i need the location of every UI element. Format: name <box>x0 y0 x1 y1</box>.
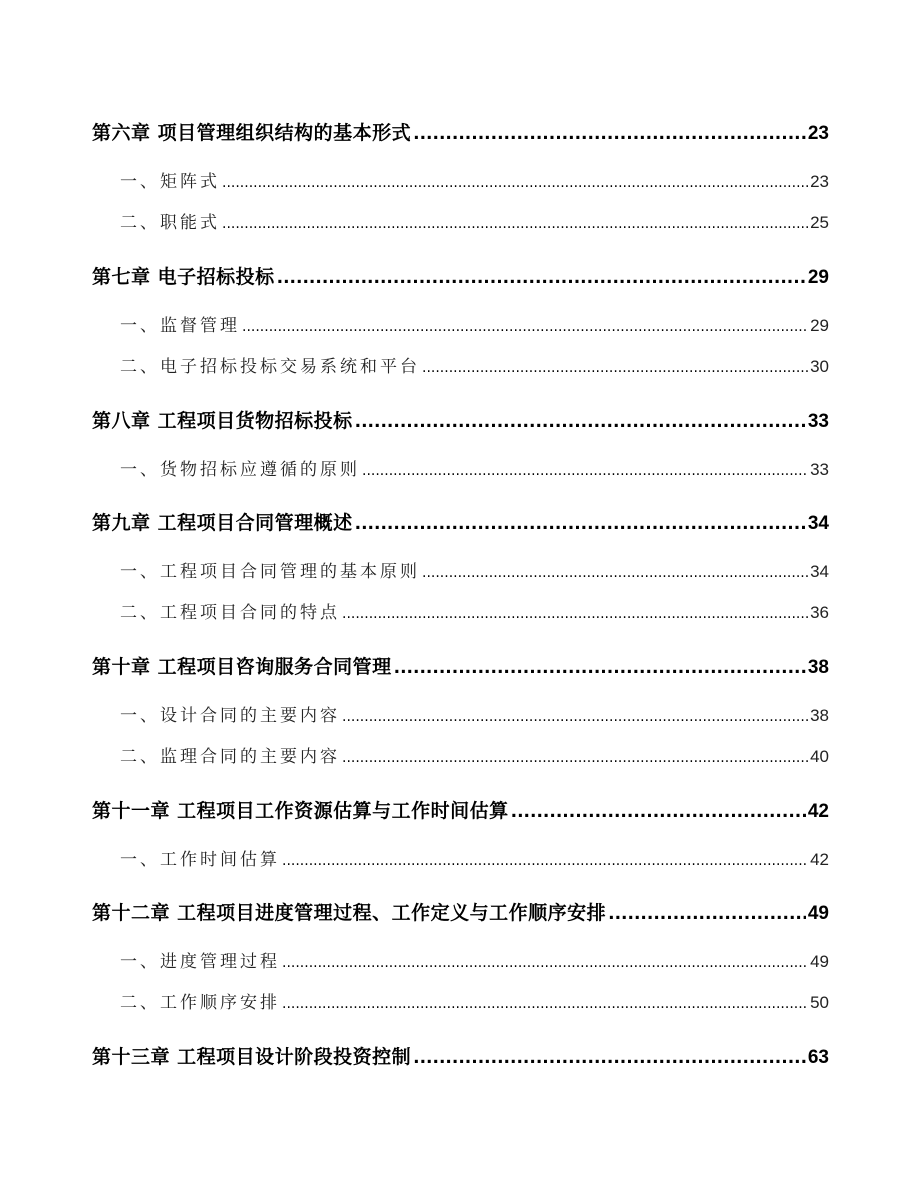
toc-dot-leader <box>342 709 808 726</box>
toc-section-entry[interactable] <box>92 562 829 582</box>
toc-chapter-entry[interactable] <box>92 410 829 434</box>
toc-section-title: 设计合同的主要内容 <box>160 706 340 726</box>
toc-section-number: 二、 <box>120 603 160 623</box>
toc-section-entry[interactable] <box>92 357 829 377</box>
toc-chapter-entry[interactable] <box>92 656 829 680</box>
toc-section-entry[interactable] <box>92 316 829 336</box>
toc-section-title: 矩阵式 <box>160 172 220 192</box>
toc-dot-leader <box>355 412 806 432</box>
toc-page-number: 34 <box>810 562 829 581</box>
toc-dot-leader <box>222 216 808 233</box>
toc-chapter-entry[interactable] <box>92 902 829 926</box>
toc-section-title: 工程项目合同的特点 <box>160 603 340 623</box>
toc-section-entry[interactable] <box>92 706 829 726</box>
toc-dot-leader <box>242 319 808 336</box>
toc-section-number: 二、 <box>120 213 160 233</box>
toc-section-number: 一、 <box>120 850 160 870</box>
toc-section-number: 一、 <box>120 706 160 726</box>
toc-page-number: 50 <box>810 993 829 1012</box>
toc-chapter-entry[interactable] <box>92 1046 829 1070</box>
toc-dot-leader <box>277 268 806 288</box>
toc-chapter-entry[interactable] <box>92 512 829 536</box>
toc-chapter-title: 第七章 电子招标投标 <box>92 266 275 288</box>
toc-section-entry[interactable] <box>92 850 829 870</box>
toc-page-number: 63 <box>807 1047 829 1068</box>
toc-page-number: 40 <box>810 747 829 766</box>
toc-section-number: 二、 <box>120 747 160 767</box>
toc-section-number: 一、 <box>120 172 160 192</box>
toc-dot-leader <box>282 955 808 972</box>
toc-dot-leader <box>362 463 808 480</box>
toc-section-title: 工程项目合同管理的基本原则 <box>160 562 420 582</box>
toc-section-entry[interactable] <box>92 172 829 192</box>
toc-page-number: 42 <box>810 850 829 869</box>
toc-chapter-title: 第十三章 工程项目设计阶段投资控制 <box>92 1046 412 1068</box>
toc-section-number: 二、 <box>120 357 160 377</box>
toc-chapter-title: 第八章 工程项目货物招标投标 <box>92 410 353 432</box>
toc-section-title: 工作时间估算 <box>160 850 280 870</box>
toc-section-title: 货物招标应遵循的原则 <box>160 460 360 480</box>
toc-section-number: 一、 <box>120 460 160 480</box>
toc-section-title: 进度管理过程 <box>160 952 280 972</box>
toc-page-number: 38 <box>810 706 829 725</box>
toc-section-entry[interactable] <box>92 213 829 233</box>
toc-dot-leader <box>394 658 806 678</box>
toc-section-entry[interactable] <box>92 460 829 480</box>
toc-page-number: 49 <box>807 903 829 924</box>
toc-section-title: 职能式 <box>160 213 220 233</box>
toc-section-title: 电子招标投标交易系统和平台 <box>160 357 420 377</box>
toc-dot-leader <box>342 750 808 767</box>
toc-chapter-entry[interactable] <box>92 122 829 146</box>
toc-page-number: 29 <box>807 267 829 288</box>
toc-section-entry[interactable] <box>92 952 829 972</box>
toc-section-number: 一、 <box>120 316 160 336</box>
toc-page-number: 25 <box>810 213 829 232</box>
toc-dot-leader <box>413 1048 806 1068</box>
toc-page-number: 30 <box>810 357 829 376</box>
toc-dot-leader <box>422 565 808 582</box>
toc-dot-leader <box>222 175 808 192</box>
toc-chapter-title: 第六章 项目管理组织结构的基本形式 <box>92 122 412 144</box>
toc-dot-leader <box>422 360 808 377</box>
toc-page-number: 38 <box>807 657 829 678</box>
toc-page-number: 33 <box>810 460 829 479</box>
toc-dot-leader <box>413 124 806 144</box>
toc-page-number: 36 <box>810 603 829 622</box>
toc-page-number: 49 <box>810 952 829 971</box>
toc-chapter-title: 第九章 工程项目合同管理概述 <box>92 512 353 534</box>
toc-page-number: 23 <box>807 123 829 144</box>
toc-section-entry[interactable] <box>92 747 829 767</box>
toc-page-number: 29 <box>810 316 829 335</box>
toc-page-number: 23 <box>810 172 829 191</box>
toc-section-number: 一、 <box>120 952 160 972</box>
toc-chapter-entry[interactable] <box>92 266 829 290</box>
toc-section-entry[interactable] <box>92 603 829 623</box>
toc-dot-leader <box>342 606 808 623</box>
toc-dot-leader <box>282 996 808 1013</box>
toc-dot-leader <box>511 802 806 822</box>
toc-section-entry[interactable] <box>92 993 829 1013</box>
toc-section-number: 一、 <box>120 562 160 582</box>
toc-chapter-title: 第十二章 工程项目进度管理过程、工作定义与工作顺序安排 <box>92 902 607 924</box>
toc-section-title: 监理合同的主要内容 <box>160 747 340 767</box>
toc-chapter-entry[interactable] <box>92 800 829 824</box>
toc-section-title: 工作顺序安排 <box>160 993 280 1013</box>
toc-page-number: 34 <box>807 513 829 534</box>
toc-page-number: 42 <box>807 801 829 822</box>
toc-chapter-title: 第十章 工程项目咨询服务合同管理 <box>92 656 392 678</box>
toc-page-number: 33 <box>807 411 829 432</box>
toc-section-number: 二、 <box>120 993 160 1013</box>
toc-dot-leader <box>355 514 806 534</box>
toc-dot-leader <box>608 904 806 924</box>
toc-dot-leader <box>282 853 808 870</box>
toc-chapter-title: 第十一章 工程项目工作资源估算与工作时间估算 <box>92 800 509 822</box>
table-of-contents <box>92 0 829 1191</box>
toc-section-title: 监督管理 <box>160 316 240 336</box>
